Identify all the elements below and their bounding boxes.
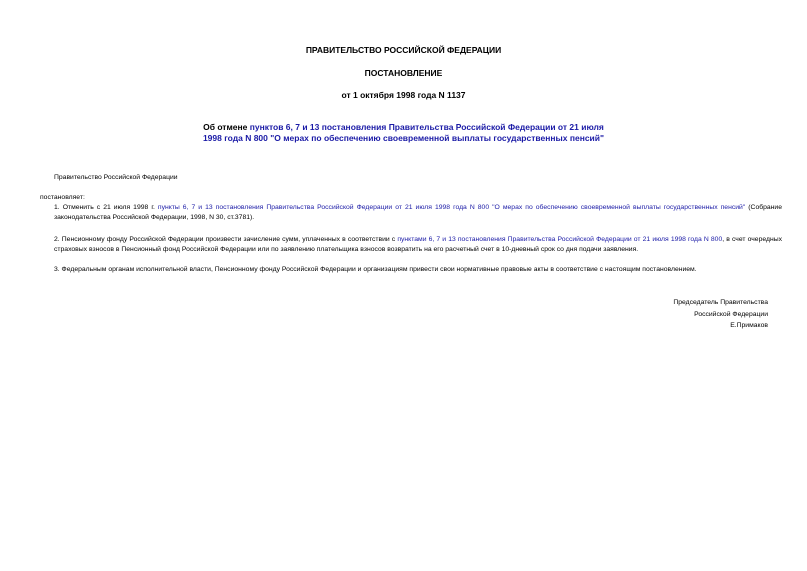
clause-1-prefix: 1. Отменить с 21 июля 1998 г. bbox=[54, 204, 158, 211]
government-heading: ПРАВИТЕЛЬСТВО РОССИЙСКОЙ ФЕДЕРАЦИИ bbox=[305, 45, 502, 55]
document-title bbox=[200, 122, 607, 144]
clause-1-suffix: (Собрание законодательства Российской Федерации, 1998, N 30, ст.3781). bbox=[54, 204, 783, 221]
clause-2-prefix: 2. Пенсионному фонду Российской Федерации произвести зачисление сумм, уплаченных в соответствии с bbox=[54, 236, 398, 243]
title-prefix: Об отмене bbox=[203, 122, 250, 132]
document-date-number: от 1 октября 1998 года N 1137 bbox=[341, 90, 466, 100]
clause-2 bbox=[40, 235, 782, 255]
decides-text: постановляет: bbox=[40, 194, 85, 201]
signature-block bbox=[673, 297, 768, 332]
title-link[interactable]: пунктов 6, 7 и 13 постановления Правительства Российской Федерации от 21 июля 1998 года N 800 "О мерах по обеспечению своевременной выплаты государственных пенсий" bbox=[202, 122, 605, 143]
clause-3: 3. Федеральным органам исполнительной власти, Пенсионному фонду Российской Федерации и организациям привести свои нормативные правовые акты в соответствие с настоящим постановлением. bbox=[54, 266, 697, 273]
clause-2-link[interactable]: пунктами 6, 7 и 13 постановления Правительства Российской Федерации от 21 июля 1998 года N 800 bbox=[397, 236, 723, 243]
document-type-heading: ПОСТАНОВЛЕНИЕ bbox=[364, 68, 443, 78]
clause-1-link[interactable]: пункты 6, 7 и 13 постановления Правительства Российской Федерации от 21 июля 1998 года N 800 "О мерах по обеспечению своевременной выплаты государственных пенсий" bbox=[157, 204, 746, 211]
signature-position: Председатель Правительства bbox=[673, 299, 768, 306]
signature-name: Е.Примаков bbox=[730, 322, 768, 329]
clause-2-suffix: , в счет очередных страховых взносов в Пенсионный фонд Российской Федерации или по заявлению плательщика взносов возвратить на его расчетный счет в 10-дневный срок со дня подачи заявления. bbox=[54, 236, 782, 253]
clause-1 bbox=[40, 203, 782, 223]
issuer-text: Правительство Российской Федерации bbox=[54, 174, 178, 181]
signature-organization: Российской Федерации bbox=[694, 310, 768, 318]
